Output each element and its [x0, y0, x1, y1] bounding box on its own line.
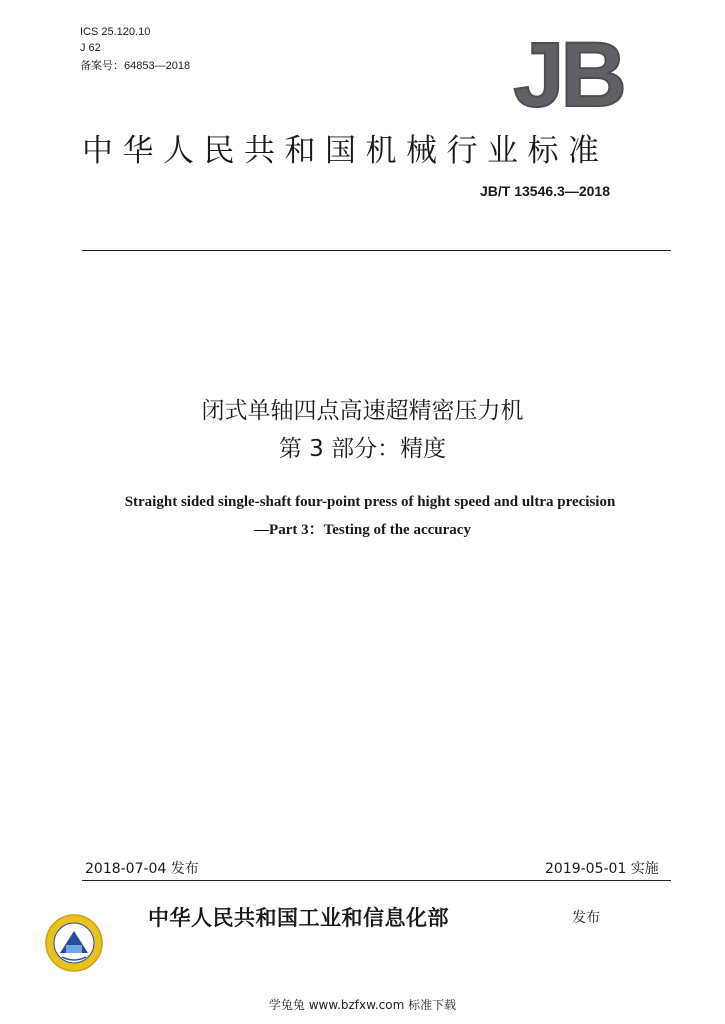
title-english-line-2: —Part 3：Testing of the accuracy: [254, 522, 471, 538]
title-chinese-line-2: 第 3 部分：精度: [278, 436, 447, 462]
standard-type-title: 中华人民共和国机械行业标准: [82, 133, 609, 169]
issue-date: 2018-07-04 发布: [85, 861, 199, 877]
jb-logo: [503, 26, 633, 116]
issuing-authority: 中华人民共和国工业和信息化部: [148, 906, 449, 930]
implementation-date: 2019-05-01 实施: [545, 861, 659, 877]
standard-number: JB/T 13546.3—2018: [480, 183, 610, 199]
top-divider: [82, 250, 671, 251]
bottom-divider: [82, 880, 671, 881]
issuing-label: 发布: [572, 910, 600, 926]
ministry-seal-icon: [44, 913, 104, 973]
footer-watermark: 学兔兔 www.bzfxw.com 标准下载: [268, 998, 457, 1012]
title-chinese-line-1: 闭式单轴四点高速超精密压力机: [201, 398, 524, 424]
svg-text:JB: JB: [513, 26, 623, 116]
filing-number: 备案号：64853—2018: [80, 60, 191, 72]
ccs-code: J 62: [80, 42, 101, 54]
ics-code: ICS 25.120.10: [80, 26, 151, 38]
title-english-line-1: Straight sided single-shaft four-point press of hight speed and ultra precision: [124, 494, 616, 510]
